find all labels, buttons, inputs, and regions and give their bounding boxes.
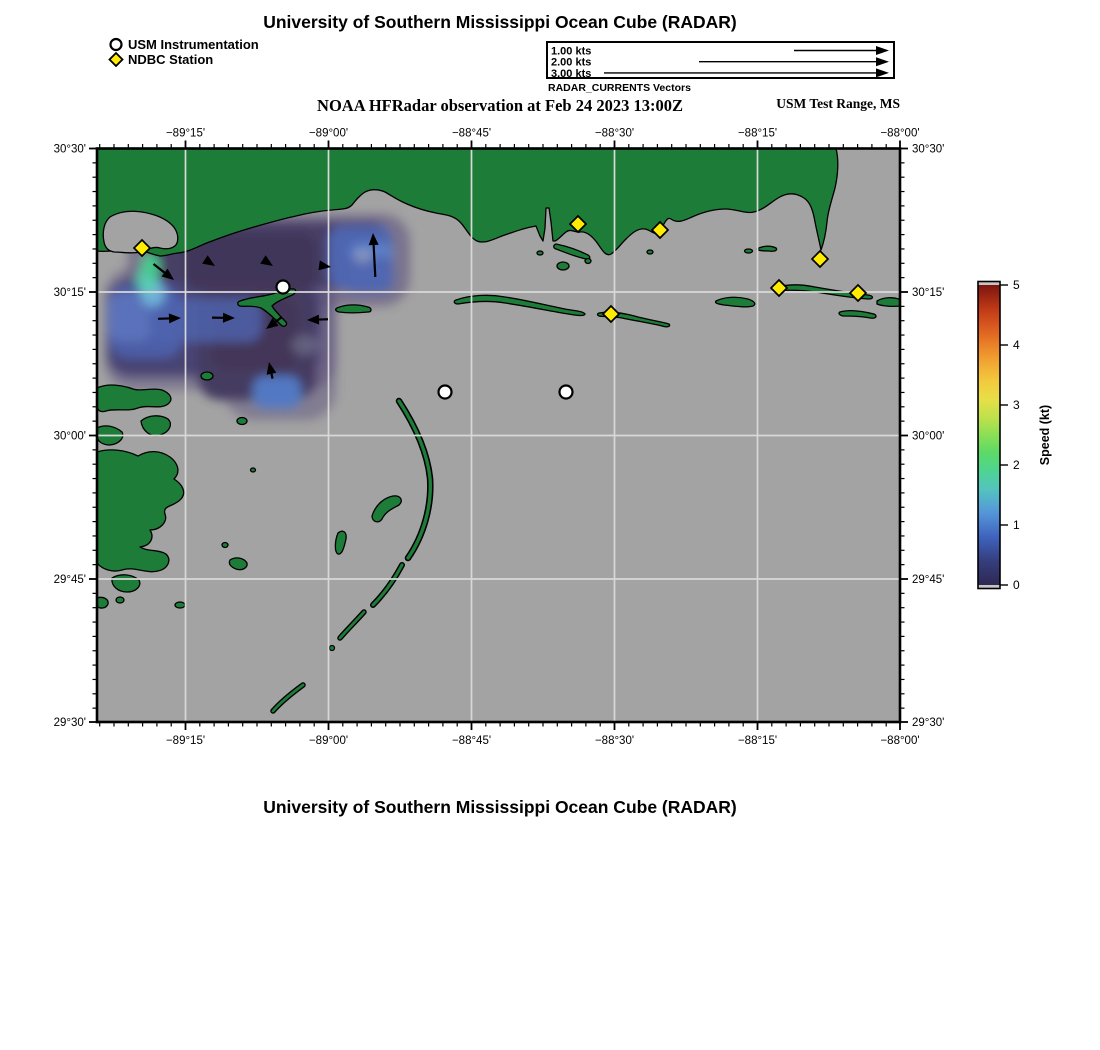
usm-station-marker — [277, 281, 290, 294]
x-tick-label: −89°15' — [165, 127, 206, 140]
island — [557, 262, 569, 270]
colorbar-title: Speed (kt) — [1038, 404, 1052, 466]
marsh — [175, 602, 185, 608]
marsh — [222, 543, 228, 548]
scale-arrowhead-icon — [876, 57, 889, 66]
island — [745, 249, 753, 253]
legend-label: NDBC Station — [128, 52, 214, 67]
x-tick-label: −88°45' — [451, 127, 492, 140]
x-tick-label: −89°00' — [308, 127, 349, 140]
island — [336, 305, 371, 313]
scale-arrowhead-icon — [876, 46, 889, 55]
scale-row-label: 1.00 kts — [551, 45, 592, 58]
x-tick-label: −88°00' — [880, 735, 920, 747]
scale-row-label: 2.00 kts — [551, 56, 592, 69]
y-tick-label: 29°30' — [912, 717, 945, 729]
colorbar-tick-label: 0 — [1013, 578, 1020, 592]
vector-scale-rows — [548, 43, 893, 77]
colorbar-tick-label: 5 — [1013, 278, 1020, 292]
usm-circle-icon — [108, 37, 125, 52]
legend-item-usm — [108, 37, 259, 52]
island — [877, 298, 900, 307]
x-tick-label: −88°00' — [880, 127, 920, 140]
island — [757, 246, 777, 251]
colorbar-tick-label: 1 — [1013, 518, 1020, 532]
marsh — [251, 468, 256, 472]
colorbar-tick-label: 4 — [1013, 338, 1020, 352]
colorbar-tick-label: 2 — [1013, 458, 1020, 472]
marsh — [97, 597, 108, 608]
colorbar-tick-label: 3 — [1013, 398, 1020, 412]
x-tick-label: −89°00' — [308, 735, 349, 747]
marsh — [116, 597, 124, 603]
marsh — [201, 372, 213, 380]
observation-title: NOAA HFRadar observation at Feb 24 2023 13:00Z — [317, 96, 683, 115]
y-tick-label: 30°30' — [912, 143, 945, 156]
scale-row-label: 3.00 kts — [551, 67, 592, 77]
legend-label: USM Instrumentation — [128, 37, 259, 52]
island — [537, 251, 543, 255]
range-label: USM Test Range, MS — [776, 96, 900, 111]
y-tick-label: 29°30' — [53, 717, 86, 729]
y-tick-label: 30°15' — [912, 287, 945, 299]
x-tick-label: −88°45' — [451, 735, 492, 747]
x-tick-label: −89°15' — [165, 735, 206, 747]
usm-station-marker — [560, 386, 573, 399]
y-tick-label: 30°00' — [912, 430, 945, 443]
marsh — [237, 418, 247, 425]
usm-station-marker — [439, 386, 452, 399]
y-tick-label: 29°45' — [912, 574, 945, 586]
y-tick-label: 30°30' — [53, 143, 86, 156]
y-tick-label: 30°00' — [53, 430, 86, 443]
y-tick-label: 29°45' — [53, 574, 86, 586]
ndbc-diamond-icon — [108, 52, 125, 67]
x-tick-label: −88°30' — [594, 127, 635, 140]
scale-arrowhead-icon — [876, 68, 889, 77]
legend — [108, 37, 259, 67]
x-tick-label: −88°30' — [594, 735, 635, 747]
legend-item-ndbc — [108, 52, 259, 67]
colorbar — [978, 278, 1020, 592]
vector-scale-box — [546, 41, 895, 79]
y-tick-label: 30°15' — [53, 287, 86, 299]
page-title: University of Southern Mississippi Ocean Cube (RADAR) — [263, 12, 737, 32]
bottom-title: University of Southern Mississippi Ocean Cube (RADAR) — [263, 797, 737, 817]
island — [585, 259, 591, 264]
x-tick-label: −88°15' — [737, 735, 778, 747]
x-tick-label: −88°15' — [737, 127, 778, 140]
vector-scale-caption: RADAR_CURRENTS Vectors — [548, 82, 691, 94]
island — [647, 250, 653, 254]
